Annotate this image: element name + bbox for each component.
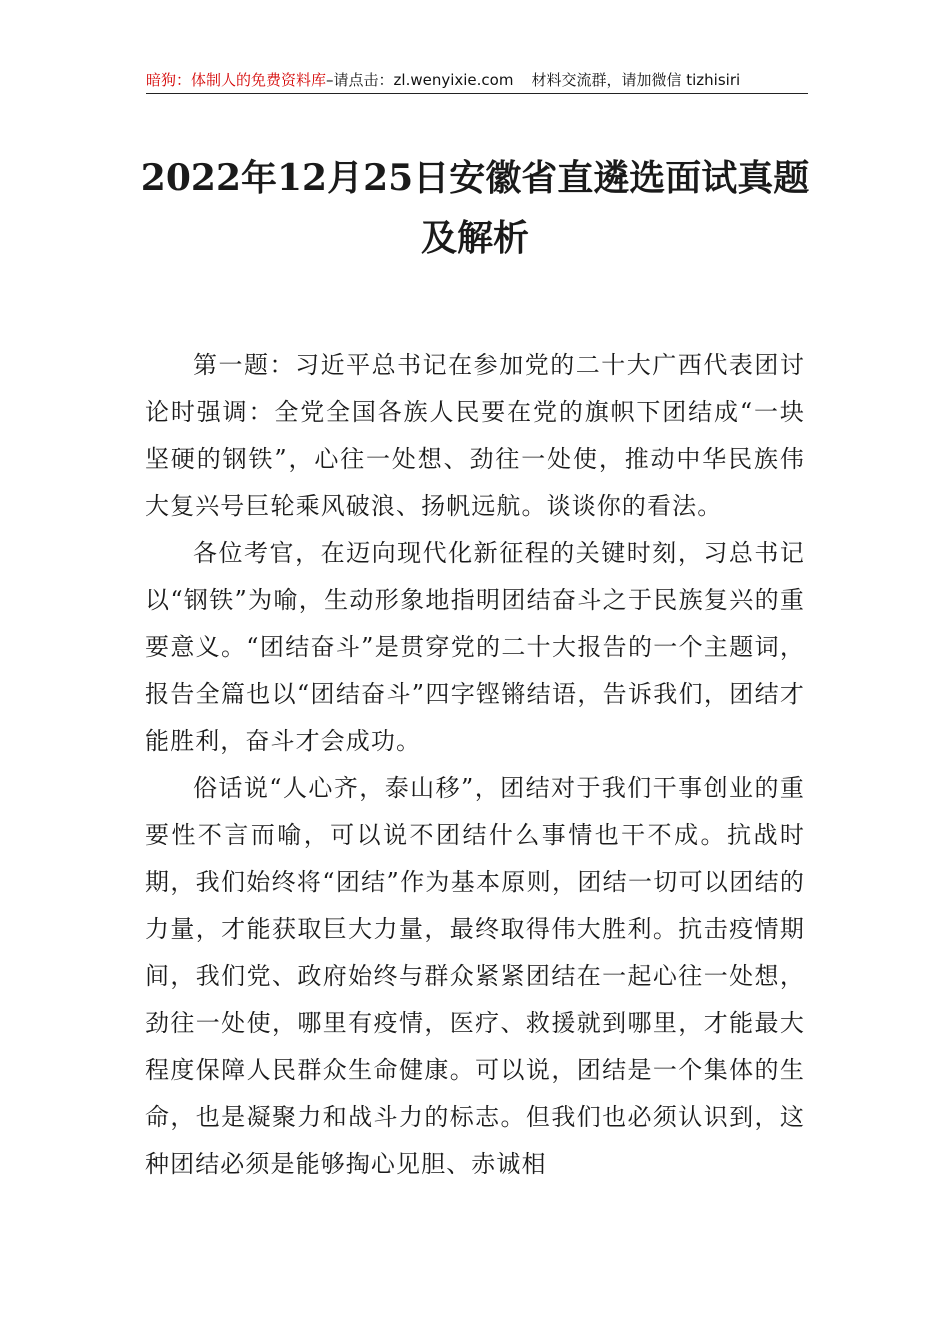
paragraph-question-1: 第一题：习近平总书记在参加党的二十大广西代表团讨论时强调：全党全国各族人民要在党的旗帜下团结成“一块坚硬的钢铁”，心往一处想、劲往一处使，推动中华民族伟大复兴号巨轮乘风破浪、扬帆远航。谈谈你的看法。 [145,351,805,520]
title-line-2: 及解析 [420,217,529,259]
header-contact: 材料交流群，请加微信 tizhisiri [531,71,741,89]
header-url-link[interactable]: zl.wenyixie.com [393,71,514,89]
header-site-name: 暗狗：体制人的免费资料库 [146,71,327,89]
paragraph-answer-intro: 各位考官，在迈向现代化新征程的关键时刻，习总书记以“钢铁”为喻，生动形象地指明团结奋斗之于民族复兴的重要意义。“团结奋斗”是贯穿党的二十大报告的一个主题词，报告全篇也以“团结奋斗”四字铿锵结语，告诉我们，团结才能胜利，奋斗才会成功。 [145,539,805,755]
document-title [110,148,840,268]
title-line-1: 2022年12月25日安徽省直遴选面试真题 [140,157,810,199]
header-click-prompt: –请点击： [326,71,394,89]
page-header [146,68,808,94]
paragraph-answer-body: 俗话说“人心齐，泰山移”，团结对于我们干事创业的重要性不言而喻，可以说不团结什么事情也干不成。抗战时期，我们始终将“团结”作为基本原则，团结一切可以团结的力量，才能获取巨大力量，最终取得伟大胜利。抗击疫情期间，我们党、政府始终与群众紧紧团结在一起心往一处想，劲往一处使，哪里有疫情，医疗、救援就到哪里，才能最大程度保障人民群众生命健康。可以说，团结是一个集体的生命，也是凝聚力和战斗力的标志。但我们也必须认识到，这种团结必须是能够掏心见胆、赤诚相 [145,774,805,1178]
document-body [145,342,805,1188]
